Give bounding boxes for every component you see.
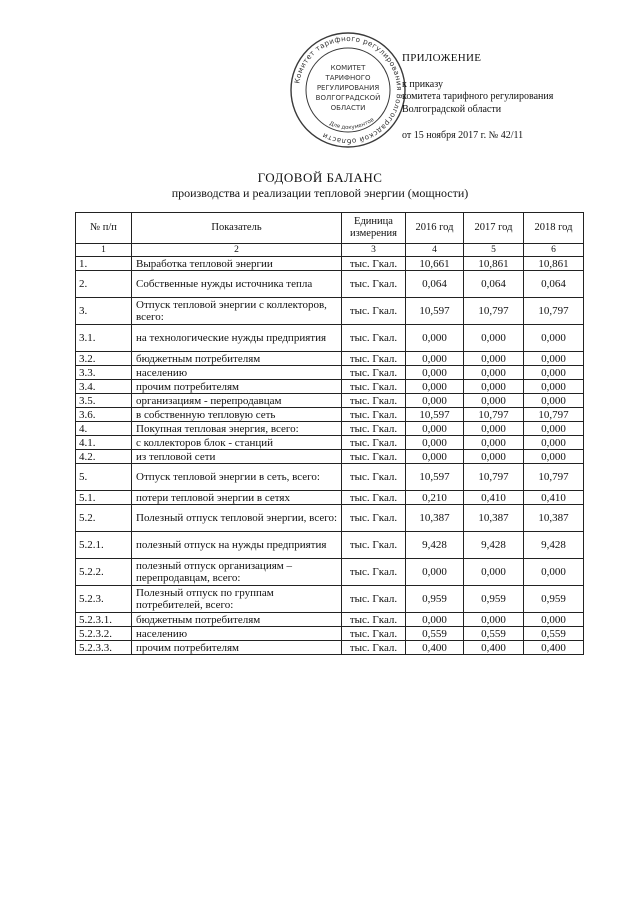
- value-2018: 0,000: [524, 394, 584, 408]
- value-2016: 10,661: [406, 257, 464, 271]
- value-2017: 0,559: [464, 627, 524, 641]
- row-unit: тыс. Гкал.: [342, 352, 406, 366]
- value-2016: 0,000: [406, 559, 464, 586]
- value-2017: 0,000: [464, 450, 524, 464]
- value-2017: 10,797: [464, 298, 524, 325]
- row-number: 4.2.: [76, 450, 132, 464]
- value-2016: 0,400: [406, 641, 464, 655]
- row-number: 5.1.: [76, 491, 132, 505]
- row-number: 4.: [76, 422, 132, 436]
- column-number: 1: [76, 244, 132, 257]
- appendix-title: ПРИЛОЖЕНИЕ: [402, 52, 482, 64]
- value-2017: 0,410: [464, 491, 524, 505]
- table-row: [76, 450, 584, 464]
- row-number: 1.: [76, 257, 132, 271]
- value-2016: 0,064: [406, 271, 464, 298]
- row-unit: тыс. Гкал.: [342, 271, 406, 298]
- value-2016: 0,559: [406, 627, 464, 641]
- table-row: [76, 627, 584, 641]
- table-row: [76, 505, 584, 532]
- table-row: [76, 408, 584, 422]
- value-2017: 0,959: [464, 586, 524, 613]
- row-number: 5.2.2.: [76, 559, 132, 586]
- value-2016: 0,959: [406, 586, 464, 613]
- value-2018: 0,000: [524, 422, 584, 436]
- value-2018: 9,428: [524, 532, 584, 559]
- row-number: 2.: [76, 271, 132, 298]
- row-indicator: Полезный отпуск тепловой энергии, всего:: [132, 505, 342, 532]
- table-row: [76, 298, 584, 325]
- value-2016: 0,000: [406, 366, 464, 380]
- table-row: [76, 436, 584, 450]
- table-row: [76, 366, 584, 380]
- row-number: 3.2.: [76, 352, 132, 366]
- table-row: [76, 271, 584, 298]
- row-unit: тыс. Гкал.: [342, 380, 406, 394]
- row-indicator: бюджетным потребителям: [132, 613, 342, 627]
- value-2017: 0,000: [464, 352, 524, 366]
- value-2018: 0,559: [524, 627, 584, 641]
- row-indicator: полезный отпуск организациям – перепродавцам, всего:: [132, 559, 342, 586]
- table-row: [76, 394, 584, 408]
- value-2016: 0,000: [406, 380, 464, 394]
- stamp-ring-text: Комитет тарифного регулирования Волгоградской области: [292, 33, 405, 147]
- row-unit: тыс. Гкал.: [342, 559, 406, 586]
- row-indicator: Отпуск тепловой энергии с коллекторов, всего:: [132, 298, 342, 325]
- value-2018: 0,000: [524, 613, 584, 627]
- value-2018: 10,387: [524, 505, 584, 532]
- appendix-header: [402, 52, 553, 143]
- table-row: [76, 559, 584, 586]
- column-number: 2: [132, 244, 342, 257]
- header-num: № п/п: [76, 213, 132, 244]
- column-number: 4: [406, 244, 464, 257]
- value-2016: 0,000: [406, 613, 464, 627]
- stamp-bottom-text: Для документов: [328, 116, 376, 132]
- row-number: 3.6.: [76, 408, 132, 422]
- header-unit: Единица измерения: [342, 213, 406, 244]
- row-number: 3.: [76, 298, 132, 325]
- row-unit: тыс. Гкал.: [342, 491, 406, 505]
- value-2018: 0,000: [524, 380, 584, 394]
- row-number: 3.4.: [76, 380, 132, 394]
- row-indicator: на технологические нужды предприятия: [132, 325, 342, 352]
- value-2018: 0,410: [524, 491, 584, 505]
- row-unit: тыс. Гкал.: [342, 394, 406, 408]
- row-indicator: полезный отпуск на нужды предприятия: [132, 532, 342, 559]
- value-2017: 0,000: [464, 325, 524, 352]
- value-2017: 0,000: [464, 559, 524, 586]
- title-sub: производства и реализации тепловой энергии (мощности): [171, 186, 469, 200]
- row-unit: тыс. Гкал.: [342, 532, 406, 559]
- header-indicator: Показатель: [132, 213, 342, 244]
- value-2018: 0,959: [524, 586, 584, 613]
- row-indicator: Отпуск тепловой энергии в сеть, всего:: [132, 464, 342, 491]
- value-2017: 0,000: [464, 394, 524, 408]
- header-2017: 2017 год: [464, 213, 524, 244]
- value-2016: 0,000: [406, 394, 464, 408]
- row-number: 3.3.: [76, 366, 132, 380]
- value-2018: 0,000: [524, 559, 584, 586]
- value-2017: 0,000: [464, 613, 524, 627]
- column-number: 3: [342, 244, 406, 257]
- value-2018: 0,000: [524, 450, 584, 464]
- committee-name: комитета тарифного регулирования: [402, 91, 554, 102]
- row-unit: тыс. Гкал.: [342, 627, 406, 641]
- value-2016: 0,000: [406, 450, 464, 464]
- value-2016: 0,000: [406, 422, 464, 436]
- row-unit: тыс. Гкал.: [342, 586, 406, 613]
- svg-text:Для документов: [328, 117, 375, 131]
- value-2018: 0,064: [524, 271, 584, 298]
- value-2017: 0,000: [464, 436, 524, 450]
- row-unit: тыс. Гкал.: [342, 613, 406, 627]
- stamp-center-line: ВОЛГОГРАДСКОЙ: [315, 94, 381, 102]
- table-header-row: [76, 213, 584, 244]
- stamp-center-line: РЕГУЛИРОВАНИЯ: [316, 84, 380, 92]
- row-unit: тыс. Гкал.: [342, 505, 406, 532]
- value-2016: 0,000: [406, 325, 464, 352]
- table-row: [76, 257, 584, 271]
- row-number: 5.2.3.3.: [76, 641, 132, 655]
- value-2016: 10,597: [406, 298, 464, 325]
- table-row: [76, 613, 584, 627]
- table-row: [76, 380, 584, 394]
- row-indicator: прочим потребителям: [132, 641, 342, 655]
- value-2018: 0,000: [524, 352, 584, 366]
- row-indicator: Собственные нужды источника тепла: [132, 271, 342, 298]
- value-2017: 10,387: [464, 505, 524, 532]
- stamp-seal-icon: [288, 30, 408, 150]
- value-2018: 0,000: [524, 436, 584, 450]
- row-number: 5.2.: [76, 505, 132, 532]
- value-2017: 0,000: [464, 380, 524, 394]
- table-row: [76, 491, 584, 505]
- row-number: 5.2.1.: [76, 532, 132, 559]
- row-unit: тыс. Гкал.: [342, 366, 406, 380]
- row-indicator: Покупная тепловая энергия, всего:: [132, 422, 342, 436]
- value-2016: 10,387: [406, 505, 464, 532]
- value-2017: 10,861: [464, 257, 524, 271]
- value-2017: 0,000: [464, 366, 524, 380]
- row-number: 5.2.3.2.: [76, 627, 132, 641]
- row-indicator: в собственную тепловую сеть: [132, 408, 342, 422]
- value-2017: 0,400: [464, 641, 524, 655]
- order-reference: к приказу: [402, 78, 443, 90]
- header-2018: 2018 год: [524, 213, 584, 244]
- value-2018: 10,797: [524, 298, 584, 325]
- row-indicator: организациям - перепродавцам: [132, 394, 342, 408]
- order-date: от 15 ноября 2017 г. № 42/11: [402, 130, 524, 141]
- stamp-center-line: КОМИТЕТ: [330, 64, 366, 72]
- row-unit: тыс. Гкал.: [342, 298, 406, 325]
- value-2018: 0,000: [524, 325, 584, 352]
- row-indicator: прочим потребителям: [132, 380, 342, 394]
- table-row: [76, 641, 584, 655]
- value-2018: 10,861: [524, 257, 584, 271]
- value-2016: 9,428: [406, 532, 464, 559]
- row-unit: тыс. Гкал.: [342, 408, 406, 422]
- row-number: 5.2.3.1.: [76, 613, 132, 627]
- row-indicator: населению: [132, 627, 342, 641]
- row-number: 5.2.3.: [76, 586, 132, 613]
- row-indicator: из тепловой сети: [132, 450, 342, 464]
- value-2017: 0,064: [464, 271, 524, 298]
- region-name: Волгоградской области: [402, 103, 502, 115]
- document-title: [0, 170, 640, 201]
- row-number: 5.: [76, 464, 132, 491]
- value-2018: 10,797: [524, 464, 584, 491]
- table-row: [76, 464, 584, 491]
- row-unit: тыс. Гкал.: [342, 257, 406, 271]
- value-2016: 10,597: [406, 408, 464, 422]
- row-unit: тыс. Гкал.: [342, 436, 406, 450]
- value-2016: 0,000: [406, 352, 464, 366]
- row-unit: тыс. Гкал.: [342, 450, 406, 464]
- value-2016: 0,210: [406, 491, 464, 505]
- header-2016: 2016 год: [406, 213, 464, 244]
- balance-table: [75, 212, 584, 655]
- value-2017: 0,000: [464, 422, 524, 436]
- title-main: ГОДОВОЙ БАЛАНС: [257, 170, 383, 185]
- row-indicator: населению: [132, 366, 342, 380]
- value-2018: 0,400: [524, 641, 584, 655]
- value-2017: 9,428: [464, 532, 524, 559]
- row-unit: тыс. Гкал.: [342, 464, 406, 491]
- table-row: [76, 352, 584, 366]
- column-number: 6: [524, 244, 584, 257]
- row-indicator: Выработка тепловой энергии: [132, 257, 342, 271]
- row-unit: тыс. Гкал.: [342, 325, 406, 352]
- official-stamp: [288, 30, 408, 150]
- row-unit: тыс. Гкал.: [342, 641, 406, 655]
- row-indicator: Полезный отпуск по группам потребителей, всего:: [132, 586, 342, 613]
- row-number: 3.1.: [76, 325, 132, 352]
- stamp-center-line: ТАРИФНОГО: [325, 74, 371, 82]
- value-2016: 10,597: [406, 464, 464, 491]
- table-row: [76, 532, 584, 559]
- row-indicator: бюджетным потребителям: [132, 352, 342, 366]
- value-2017: 10,797: [464, 408, 524, 422]
- value-2016: 0,000: [406, 436, 464, 450]
- table-row: [76, 422, 584, 436]
- row-indicator: потери тепловой энергии в сетях: [132, 491, 342, 505]
- value-2017: 10,797: [464, 464, 524, 491]
- value-2018: 10,797: [524, 408, 584, 422]
- column-number: 5: [464, 244, 524, 257]
- table-row: [76, 586, 584, 613]
- column-number-row: [76, 244, 584, 257]
- value-2018: 0,000: [524, 366, 584, 380]
- row-indicator: с коллекторов блок - станций: [132, 436, 342, 450]
- row-number: 3.5.: [76, 394, 132, 408]
- row-unit: тыс. Гкал.: [342, 422, 406, 436]
- row-number: 4.1.: [76, 436, 132, 450]
- table-row: [76, 325, 584, 352]
- stamp-center-line: ОБЛАСТИ: [330, 104, 366, 112]
